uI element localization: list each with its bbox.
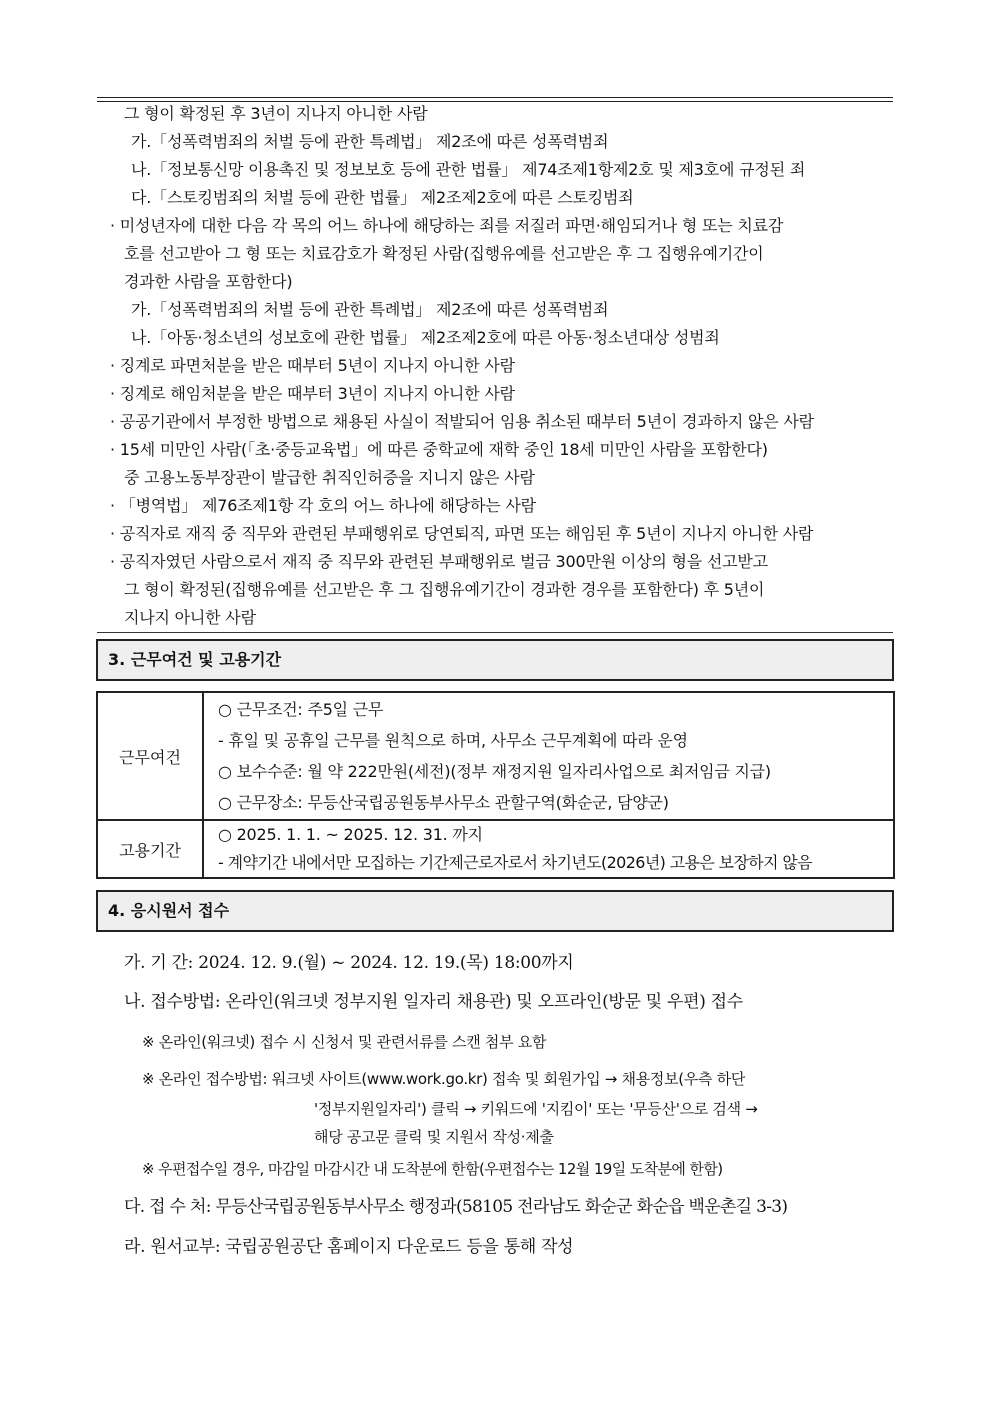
employment-period-cell (203, 820, 894, 878)
employment-period-label: 고용기간 (97, 820, 203, 878)
criteria-line: · 공공기관에서 부정한 방법으로 채용된 사실이 적발되어 임용 취소된 때부터 5년이 경과하지 않은 사람 (110, 412, 814, 431)
criteria-line: · 미성년자에 대한 다음 각 목의 어느 하나에 해당하는 죄를 저질러 파면·해임되거나 형 또는 치료감 (110, 216, 784, 235)
work-condition-line: - 휴일 및 공휴일 근무를 원칙으로 하며, 사무소 근무계획에 따라 운영 (218, 731, 688, 750)
criteria-line: 그 형이 확정된 후 3년이 지나지 아니한 사람 (124, 104, 428, 123)
criteria-line: 나.「정보통신망 이용촉진 및 정보보호 등에 관한 법률」 제74조제1항제2호 및 제3호에 규정된 죄 (131, 160, 806, 179)
criteria-line: 지나지 아니한 사람 (124, 608, 256, 627)
work-conditions-cell (203, 692, 894, 820)
application-place: 다. 접 수 처: 무등산국립공원동부사무소 행정과(58105 전라남도 화순군 화순읍 백운촌길 3-3) (124, 1197, 788, 1217)
section-divider (97, 632, 893, 633)
work-condition-line: ○ 보수수준: 월 약 222만원(세전)(정부 재정지원 일자리사업으로 최저임금 지급) (218, 762, 771, 781)
top-double-rule (97, 97, 893, 98)
online-method-note-cont: '정부지원일자리') 클릭 → 키워드에 '지킴이' 또는 '무등산'으로 검색 → (314, 1100, 758, 1118)
application-method: 나. 접수방법: 온라인(워크넷 정부지원 일자리 채용관) 및 오프라인(방문 및 우편) 접수 (124, 992, 743, 1012)
criteria-line: 호를 선고받아 그 형 또는 치료감호가 확정된 사람(집행유예를 선고받은 후 그 집행유예기간이 (124, 244, 764, 263)
online-method-note: ※ 온라인 접수방법: 워크넷 사이트(www.work.go.kr) 접속 및 회원가입 → 채용정보(우측 하단 (142, 1070, 746, 1088)
work-condition-line: ○ 근무장소: 무등산국립공원동부사무소 관할구역(화순군, 담양군) (218, 793, 669, 812)
period-line: ○ 2025. 1. 1. ~ 2025. 12. 31. 까지 (218, 825, 483, 844)
period-line: - 계약기간 내에서만 모집하는 기간제근로자로서 차기년도(2026년) 고용은 보장하지 않음 (218, 853, 812, 872)
online-method-note-cont: 해당 공고문 클릭 및 지원서 작성·제출 (314, 1128, 554, 1146)
top-double-rule-inner (97, 101, 893, 102)
criteria-line: 그 형이 확정된(집행유예를 선고받은 후 그 집행유예기간이 경과한 경우를 포함한다) 후 5년이 (124, 580, 765, 599)
criteria-line: · 15세 미만인 사람(「초·중등교육법」에 따른 중학교에 재학 중인 18세 미만인 사람을 포함한다) (110, 440, 768, 459)
criteria-line: 가.「성폭력범죄의 처벌 등에 관한 특례법」 제2조에 따른 성폭력범죄 (131, 300, 609, 319)
criteria-line: · 징계로 파면처분을 받은 때부터 5년이 지나지 아니한 사람 (110, 356, 515, 375)
online-note: ※ 온라인(워크넷) 접수 시 신청서 및 관련서류를 스캔 첨부 요함 (142, 1033, 547, 1051)
application-form: 라. 원서교부: 국립공원공단 홈페이지 다운로드 등을 통해 작성 (124, 1237, 574, 1257)
section-4-header: 4. 응시원서 접수 (96, 890, 894, 932)
table-row (97, 820, 894, 878)
criteria-line: 나.「아동·청소년의 성보호에 관한 법률」 제2조제2호에 따른 아동·청소년대상 성범죄 (131, 328, 720, 347)
work-conditions-table (96, 691, 895, 879)
work-conditions-label: 근무여건 (97, 692, 203, 820)
criteria-line: · 「병역법」 제76조제1항 각 호의 어느 하나에 해당하는 사람 (110, 496, 536, 515)
postal-note: ※ 우편접수일 경우, 마감일 마감시간 내 도착분에 한함(우편접수는 12월 19일 도착분에 한함) (142, 1160, 723, 1178)
application-period: 가. 기 간: 2024. 12. 9.(월) ~ 2024. 12. 19.(목) 18:00까지 (124, 953, 574, 973)
criteria-line: · 공직자로 재직 중 직무와 관련된 부패행위로 당연퇴직, 파면 또는 해임된 후 5년이 지나지 아니한 사람 (110, 524, 814, 543)
work-condition-line: ○ 근무조건: 주5일 근무 (218, 700, 384, 719)
criteria-line: · 징계로 해임처분을 받은 때부터 3년이 지나지 아니한 사람 (110, 384, 515, 403)
criteria-line: 중 고용노동부장관이 발급한 취직인허증을 지니지 않은 사람 (124, 468, 535, 487)
criteria-line: 경과한 사람을 포함한다) (124, 272, 293, 291)
section-3-header: 3. 근무여건 및 고용기간 (96, 639, 894, 681)
criteria-line: · 공직자였던 사람으로서 재직 중 직무와 관련된 부패행위로 벌금 300만원 이상의 형을 선고받고 (110, 552, 768, 571)
table-row (97, 692, 894, 820)
criteria-line: 다.「스토킹범죄의 처벌 등에 관한 법률」 제2조제2호에 따른 스토킹범죄 (131, 188, 634, 207)
criteria-line: 가.「성폭력범죄의 처벌 등에 관한 특례법」 제2조에 따른 성폭력범죄 (131, 132, 609, 151)
